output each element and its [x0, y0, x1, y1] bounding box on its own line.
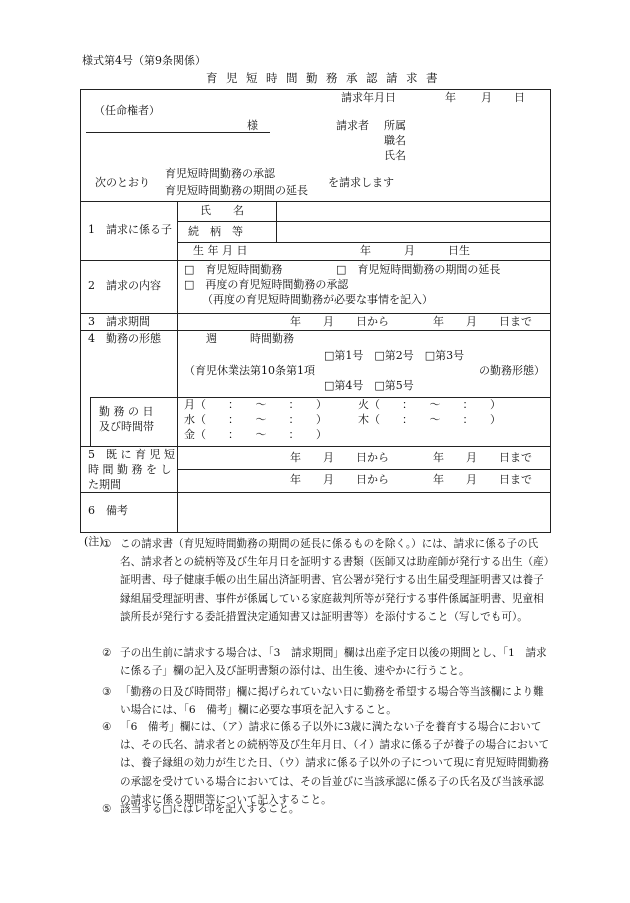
- sec4-week-hours: 週 時間勤務: [206, 332, 294, 345]
- request-date-year: 年: [445, 91, 456, 104]
- days-label-2: 及び時間帯: [99, 420, 154, 433]
- option-approval: 育児短時間勤務の承認: [165, 167, 275, 180]
- note-1-number: ①: [102, 538, 112, 550]
- position-label: 職名: [384, 134, 406, 147]
- row-tuesday: 火（ ： 〜 ： ）: [358, 398, 501, 411]
- sec3-label: 3 請求期間: [88, 315, 150, 328]
- request-date-label: 請求年月日: [341, 91, 396, 104]
- child-relation-label: 続 柄 等: [188, 225, 243, 238]
- sec4-types-a[interactable]: □第1号 □第2号 □第3号: [324, 349, 465, 362]
- note-2-text: 子の出生前に請求する場合は、「3 請求期間」欄は出産予定日以後の期間とし、「1 請求に係る子」欄の記入及び証明書類の添付は、出生後、速やかに行うこと。: [120, 647, 547, 678]
- notes-prefix: (注): [84, 535, 104, 548]
- option-extension: 育児短時間勤務の期間の延長: [165, 184, 308, 197]
- requester-name-label: 氏名: [384, 149, 406, 162]
- note-5-number: ⑤: [102, 803, 112, 815]
- sec5-label-2: 時 間 勤 務 を し: [88, 463, 172, 476]
- sec5-period-1: 年 月 日から 年 月 日まで: [290, 451, 532, 464]
- row-friday: 金（ ： 〜 ： ）: [184, 428, 327, 441]
- form-number: 様式第4号（第9条関係）: [82, 54, 206, 67]
- days-label-1: 勤 務 の 日: [99, 405, 154, 418]
- note-1-text: この請求書（育児短時間勤務の期間の延長に係るものを除く。）には、請求に係る子の氏名、請求者との続柄等及び生年月日を証明する書類（医師又は助産師が発行する出生（産）証明書、母子健康手帳の出生届出済証明書、官公署が発行する出生届受理証明書又は養子縁組届受理証明書、事件が係属している家庭裁判所等が発行する事件係属証明書、児童相談所長が発行する委託措置決定通知書又は証明書等）を添付すること（写しでも可）。: [120, 538, 550, 623]
- note-4-number: ④: [102, 721, 112, 733]
- requester-label: 請求者: [336, 119, 369, 132]
- sec2-opt-short-hours[interactable]: □ 育児短時間勤務: [184, 263, 283, 276]
- sec2-opt-extension[interactable]: □ 育児短時間勤務の期間の延長: [336, 263, 501, 276]
- sec5-label-3: た期間: [88, 478, 121, 491]
- note-4-text: 「6 備考」欄には、（ア）請求に係る子以外に3歳に満たない子を養育する場合においては、その氏名、請求者との続柄等及び生年月日、（イ）請求に係る子が養子の場合においては、養子縁組の効力が生じた日、（ウ）請求に係る子以外の子について現に育児短時間勤務の承認を受けている場合においては、その旨並びに当該承認に係る子の氏名及び当該承認の請求に係る期間等について記入すること。: [120, 721, 550, 806]
- sec4-law: （育児休業法第10条第1項: [184, 364, 315, 377]
- note-3: [102, 683, 550, 719]
- sec2-reapproval-note: （再度の育児短時間勤務が必要な事情を記入）: [202, 293, 433, 306]
- recipient-label: （任命権者）: [94, 104, 160, 117]
- note-2-number: ②: [102, 647, 112, 659]
- note-4: [102, 718, 550, 809]
- row-monday: 月（ ： 〜 ： ）: [184, 398, 327, 411]
- sec2-opt-reapproval[interactable]: □ 再度の育児短時間勤務の承認: [184, 278, 349, 291]
- child-birth-label: 生 年 月 日: [193, 244, 248, 257]
- sec2-label: 2 請求の内容: [88, 279, 161, 292]
- sec4-label: 4 勤務の形態: [88, 332, 161, 345]
- note-5: [102, 800, 550, 818]
- note-3-number: ③: [102, 686, 112, 698]
- sec5-label-1: 5 既 に 育 児 短: [88, 448, 175, 461]
- sec1-label: 1 請求に係る子: [88, 223, 172, 236]
- sec6-label: 6 備考: [88, 504, 128, 517]
- form-title: 育児短時間勤務承認請求書: [206, 71, 446, 85]
- sec4-law-suffix: の勤務形態）: [479, 364, 545, 377]
- row-thursday: 木（ ： 〜 ： ）: [358, 413, 501, 426]
- request-suffix: を請求します: [328, 176, 394, 189]
- sama-label: 様: [247, 119, 258, 132]
- note-5-text: 該当する□にはレ印を記入すること。: [120, 803, 300, 815]
- request-date-day: 日: [514, 91, 525, 104]
- row-wednesday: 水（ ： 〜 ： ）: [184, 413, 327, 426]
- note-2: [102, 644, 550, 680]
- as-follows-label: 次のとおり: [95, 176, 150, 189]
- note-3-text: 「勤務の日及び時間帯」欄に掲げられていない日に勤務を希望する場合等当該欄により難い場合には、「6 備考」欄に必要な事項を記入すること。: [120, 686, 544, 717]
- sec5-period-2: 年 月 日から 年 月 日まで: [290, 473, 532, 486]
- sec4-types-b[interactable]: □第4号 □第5号: [324, 379, 414, 392]
- request-date-month: 月: [481, 91, 492, 104]
- child-name-label: 氏 名: [200, 204, 244, 217]
- affiliation-label: 所属: [384, 119, 406, 132]
- note-1: [102, 535, 550, 626]
- child-birth-value: 年 月 日生: [360, 244, 470, 257]
- sec3-period: 年 月 日から 年 月 日まで: [290, 315, 532, 328]
